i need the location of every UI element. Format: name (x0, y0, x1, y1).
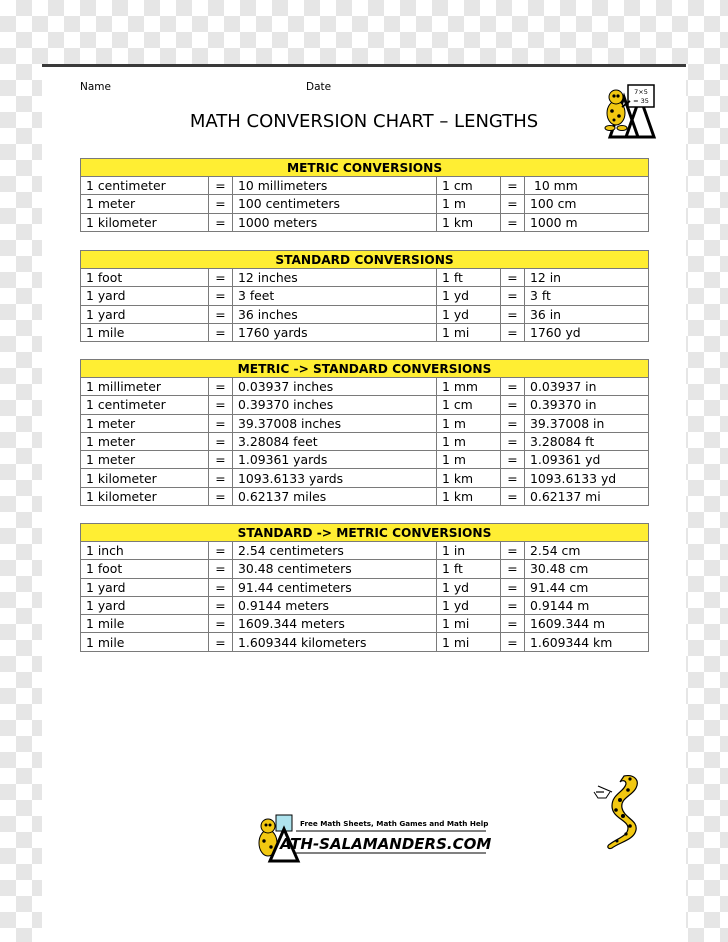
table-cell: 0.39370 in (525, 396, 649, 414)
table-cell: 1093.6133 yards (233, 469, 437, 487)
table-cell: 1 yd (437, 305, 501, 323)
table-cell: = (501, 469, 525, 487)
table-row (81, 596, 649, 614)
table-row (81, 213, 649, 231)
table-cell: 3.28084 feet (233, 432, 437, 450)
table-cell: = (209, 633, 233, 651)
table-cell: = (209, 542, 233, 560)
table-cell: 0.03937 inches (233, 378, 437, 396)
table-cell: 2.54 cm (525, 542, 649, 560)
table-cell: = (209, 195, 233, 213)
table-heading: STANDARD CONVERSIONS (81, 251, 649, 269)
table-cell: 30.48 centimeters (233, 560, 437, 578)
table-cell: = (501, 578, 525, 596)
table-cell: 1 yd (437, 287, 501, 305)
table-row (81, 269, 649, 287)
worksheet-page (42, 64, 686, 942)
table-cell: = (209, 213, 233, 231)
table-cell: 1 mile (81, 615, 209, 633)
table-row (81, 633, 649, 651)
table-cell: 1 mi (437, 323, 501, 341)
table-cell: = (209, 469, 233, 487)
table-cell: 1 meter (81, 451, 209, 469)
table-cell: 1 km (437, 469, 501, 487)
metric-conversions-table (80, 158, 649, 232)
table-cell: 3 feet (233, 287, 437, 305)
table-cell: 2.54 centimeters (233, 542, 437, 560)
table-row (81, 542, 649, 560)
table-cell: = (501, 323, 525, 341)
table-cell: 1.609344 km (525, 633, 649, 651)
table-row (81, 195, 649, 213)
table-cell: = (501, 451, 525, 469)
table-cell: 1 mi (437, 633, 501, 651)
table-cell: 1 meter (81, 414, 209, 432)
table-row (81, 414, 649, 432)
table-cell: 1 centimeter (81, 177, 209, 195)
table-cell: 36 inches (233, 305, 437, 323)
table-cell: = (501, 432, 525, 450)
table-cell: = (501, 269, 525, 287)
table-cell: 1 meter (81, 432, 209, 450)
table-cell: 1 inch (81, 542, 209, 560)
table-cell: 1 yd (437, 578, 501, 596)
table-cell: 0.62137 miles (233, 487, 437, 505)
table-cell: 1 in (437, 542, 501, 560)
table-cell: = (209, 432, 233, 450)
table-cell: 1.09361 yd (525, 451, 649, 469)
table-cell: 3 ft (525, 287, 649, 305)
table-cell: = (501, 177, 525, 195)
table-cell: 1 mile (81, 323, 209, 341)
table-cell: 1 km (437, 487, 501, 505)
table-cell: 91.44 centimeters (233, 578, 437, 596)
table-heading: METRIC -> STANDARD CONVERSIONS (81, 360, 649, 378)
table-row (81, 396, 649, 414)
name-label: Name (80, 81, 111, 93)
table-cell: 1 ft (437, 269, 501, 287)
footer-tagline: Free Math Sheets, Math Games and Math Help (300, 819, 489, 828)
table-row (81, 487, 649, 505)
table-cell: = (209, 396, 233, 414)
logo-board-line1: 7×5 (634, 88, 648, 96)
table-row (81, 560, 649, 578)
math-salamander-logo-icon (598, 83, 658, 139)
table-cell: 1 mm (437, 378, 501, 396)
table-cell: = (209, 451, 233, 469)
table-cell: 10 millimeters (233, 177, 437, 195)
table-cell: 1 ft (437, 560, 501, 578)
standard-to-metric-table (80, 523, 649, 652)
table-cell: 0.39370 inches (233, 396, 437, 414)
table-cell: = (209, 615, 233, 633)
table-cell: 1609.344 meters (233, 615, 437, 633)
table-cell: = (501, 560, 525, 578)
table-cell: 1 yard (81, 596, 209, 614)
table-cell: = (501, 195, 525, 213)
table-cell: 1 foot (81, 269, 209, 287)
table-cell: = (209, 414, 233, 432)
table-cell: 1 yard (81, 287, 209, 305)
table-cell: 1.609344 kilometers (233, 633, 437, 651)
table-cell: 12 inches (233, 269, 437, 287)
table-cell: 1 cm (437, 396, 501, 414)
table-cell: = (209, 578, 233, 596)
table-cell: 100 cm (525, 195, 649, 213)
table-heading: STANDARD -> METRIC CONVERSIONS (81, 524, 649, 542)
table-cell: 1 kilometer (81, 487, 209, 505)
table-cell: 1 km (437, 213, 501, 231)
table-cell: 1 kilometer (81, 469, 209, 487)
table-row (81, 469, 649, 487)
table-cell: 1 yd (437, 596, 501, 614)
table-cell: 1 kilometer (81, 213, 209, 231)
table-cell: = (501, 615, 525, 633)
table-cell: = (209, 305, 233, 323)
table-cell: = (501, 487, 525, 505)
table-cell: 1093.6133 yd (525, 469, 649, 487)
table-cell: 39.37008 in (525, 414, 649, 432)
table-cell: = (501, 213, 525, 231)
table-cell: 1609.344 m (525, 615, 649, 633)
date-label: Date (306, 81, 332, 93)
table-cell: 3.28084 ft (525, 432, 649, 450)
table-cell: 91.44 cm (525, 578, 649, 596)
table-cell: 1 foot (81, 560, 209, 578)
table-cell: 1 m (437, 414, 501, 432)
table-cell: = (501, 633, 525, 651)
table-cell: = (209, 287, 233, 305)
table-cell: 1000 meters (233, 213, 437, 231)
table-cell: 0.9144 meters (233, 596, 437, 614)
table-cell: 1 mi (437, 615, 501, 633)
table-cell: 1 cm (437, 177, 501, 195)
page-title: MATH CONVERSION CHART – LENGTHS (189, 111, 539, 132)
table-cell: 0.03937 in (525, 378, 649, 396)
table-cell: 1000 m (525, 213, 649, 231)
table-cell: = (209, 177, 233, 195)
table-cell: 1 m (437, 195, 501, 213)
table-row (81, 287, 649, 305)
table-row (81, 305, 649, 323)
table-cell: 36 in (525, 305, 649, 323)
table-cell: 1 centimeter (81, 396, 209, 414)
table-cell: 1 m (437, 432, 501, 450)
table-row (81, 451, 649, 469)
table-row (81, 432, 649, 450)
table-row (81, 323, 649, 341)
table-cell: = (209, 487, 233, 505)
metric-to-standard-table (80, 359, 649, 506)
table-cell: 12 in (525, 269, 649, 287)
table-cell: 0.62137 mi (525, 487, 649, 505)
table-cell: 1 yard (81, 305, 209, 323)
table-heading: METRIC CONVERSIONS (81, 159, 649, 177)
salamander-icon (590, 770, 660, 852)
table-cell: 1 mile (81, 633, 209, 651)
table-cell: 1 yard (81, 578, 209, 596)
logo-board-line2: = 35 (633, 97, 649, 105)
table-cell: = (501, 287, 525, 305)
table-cell: 30.48 cm (525, 560, 649, 578)
table-cell: 1760 yd (525, 323, 649, 341)
standard-conversions-table (80, 250, 649, 342)
table-cell: = (209, 323, 233, 341)
table-cell: = (209, 560, 233, 578)
table-cell: = (501, 414, 525, 432)
table-cell: = (209, 378, 233, 396)
table-cell: = (501, 542, 525, 560)
table-cell: 100 centimeters (233, 195, 437, 213)
table-row (81, 378, 649, 396)
table-cell: 0.9144 m (525, 596, 649, 614)
table-cell: = (501, 396, 525, 414)
table-row (81, 177, 649, 195)
table-cell: 1760 yards (233, 323, 437, 341)
table-cell: 10 mm (525, 177, 649, 195)
table-cell: 1 millimeter (81, 378, 209, 396)
table-cell: 1.09361 yards (233, 451, 437, 469)
footer-site-name: ATH-SALAMANDERS.COM (280, 835, 492, 853)
table-cell: = (501, 305, 525, 323)
table-cell: = (209, 269, 233, 287)
table-cell: 1 meter (81, 195, 209, 213)
table-cell: = (501, 596, 525, 614)
table-cell: = (501, 378, 525, 396)
table-row (81, 615, 649, 633)
table-cell: = (209, 596, 233, 614)
table-cell: 39.37008 inches (233, 414, 437, 432)
table-cell: 1 m (437, 451, 501, 469)
table-row (81, 578, 649, 596)
